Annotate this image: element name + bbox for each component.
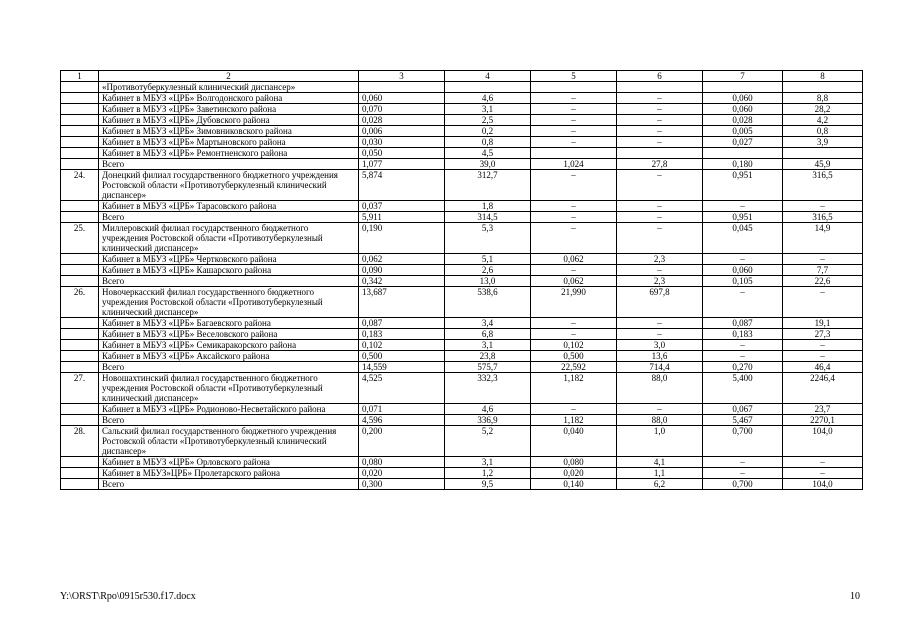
value-cell: – [703,468,783,479]
value-cell: 0,270 [703,362,783,373]
value-cell: 3,1 [445,457,531,468]
row-number-cell [61,276,99,287]
value-cell: 19,1 [783,318,863,329]
table-row [61,212,863,223]
header-cell-8: 8 [783,71,863,82]
value-cell: – [617,201,703,212]
value-cell: – [531,137,617,148]
name-cell: Всего [99,276,359,287]
value-cell [617,148,703,159]
value-cell: 5,874 [359,170,445,201]
name-cell: Сальский филиал государственного бюджетного учреждения Ростовской области «Противотуберкулезный клинический диспансер» [99,426,359,457]
row-number-cell [61,115,99,126]
value-cell [617,82,703,93]
value-cell: 21,990 [531,287,617,318]
value-cell: 0,102 [359,340,445,351]
value-cell: – [617,104,703,115]
value-cell [703,82,783,93]
header-cell-2: 2 [99,71,359,82]
value-cell: 88,0 [617,415,703,426]
value-cell: 714,4 [617,362,703,373]
value-cell: – [617,265,703,276]
value-cell: 0,050 [359,148,445,159]
row-number-cell [61,415,99,426]
name-cell: Кабинет в МБУЗ «ЦРБ» Чертковского района [99,254,359,265]
value-cell: 0,030 [359,137,445,148]
value-cell: 0,080 [531,457,617,468]
table-body [61,82,863,490]
name-cell: Всего [99,212,359,223]
value-cell: 0,060 [359,93,445,104]
value-cell: – [783,468,863,479]
value-cell: – [783,287,863,318]
value-cell: – [617,93,703,104]
value-cell: 5,467 [703,415,783,426]
value-cell: – [783,254,863,265]
value-cell: – [617,126,703,137]
value-cell: 0,062 [359,254,445,265]
value-cell: 6,8 [445,329,531,340]
value-cell: 0,060 [703,104,783,115]
value-cell: – [617,329,703,340]
value-cell: – [531,201,617,212]
value-cell: 3,9 [783,137,863,148]
value-cell [445,82,531,93]
row-number-cell: 28. [61,426,99,457]
row-number-cell [61,329,99,340]
value-cell: 2,3 [617,276,703,287]
name-cell: Кабинет в МБУЗ «ЦРБ» Кашарского района [99,265,359,276]
value-cell [783,82,863,93]
table-row [61,479,863,490]
name-cell: Кабинет в МБУЗ»ЦРБ» Пролетарского района [99,468,359,479]
value-cell: 23,8 [445,351,531,362]
header-cell-4: 4 [445,71,531,82]
value-cell: 4,596 [359,415,445,426]
value-cell: 3,4 [445,318,531,329]
table-row [61,276,863,287]
value-cell: – [783,201,863,212]
value-cell [531,82,617,93]
value-cell: 0,060 [703,265,783,276]
page-number: 10 [850,591,860,602]
name-cell: Донецкий филиал государственного бюджетного учреждения Ростовской области «Противотуберкулезный клинический диспансер» [99,170,359,201]
value-cell: – [617,223,703,254]
value-cell: 316,5 [783,170,863,201]
name-cell: Кабинет в МБУЗ «ЦРБ» Дубовского района [99,115,359,126]
value-cell: 14,559 [359,362,445,373]
value-cell: 0,080 [359,457,445,468]
value-cell: 0,087 [703,318,783,329]
value-cell: 538,6 [445,287,531,318]
value-cell: 104,0 [783,479,863,490]
value-cell: – [783,351,863,362]
table-row [61,404,863,415]
name-cell: Всего [99,362,359,373]
name-cell: Кабинет в МБУЗ «ЦРБ» Орловского района [99,457,359,468]
value-cell: 14,9 [783,223,863,254]
value-cell: 22,6 [783,276,863,287]
value-cell: 0,951 [703,212,783,223]
table-row [61,159,863,170]
value-cell: 336,9 [445,415,531,426]
name-cell: Кабинет в МБУЗ «ЦРБ» Семикаракорского района [99,340,359,351]
value-cell: – [783,457,863,468]
header-cell-6: 6 [617,71,703,82]
value-cell: – [531,318,617,329]
header-row [61,71,863,82]
row-number-cell [61,93,99,104]
row-number-cell [61,468,99,479]
row-number-cell [61,148,99,159]
value-cell [783,148,863,159]
value-cell [531,148,617,159]
table-row [61,468,863,479]
value-cell: – [531,115,617,126]
row-number-cell [61,351,99,362]
value-cell: 45,9 [783,159,863,170]
name-cell: Кабинет в МБУЗ «ЦРБ» Мартыновского района [99,137,359,148]
value-cell: 0,183 [359,329,445,340]
value-cell: – [531,329,617,340]
header-cell-1: 1 [61,71,99,82]
table-row [61,126,863,137]
value-cell: 0,020 [359,468,445,479]
value-cell: 0,037 [359,201,445,212]
value-cell: 0,951 [703,170,783,201]
name-cell: Всего [99,415,359,426]
table-row [61,362,863,373]
name-cell: Кабинет в МБУЗ «ЦРБ» Волгодонского района [99,93,359,104]
value-cell: 697,8 [617,287,703,318]
table-row [61,82,863,93]
value-cell: – [703,201,783,212]
value-cell: 0,2 [445,126,531,137]
value-cell: – [703,351,783,362]
value-cell: 0,060 [703,93,783,104]
row-number-cell [61,265,99,276]
table-row [61,223,863,254]
value-cell: 0,700 [703,426,783,457]
value-cell: 39,0 [445,159,531,170]
value-cell: 2270,1 [783,415,863,426]
table-row [61,104,863,115]
name-cell: «Противотуберкулезный клинический диспансер» [99,82,359,93]
table-row [61,415,863,426]
value-cell: 1,182 [531,373,617,404]
value-cell: 0,300 [359,479,445,490]
value-cell: 0,062 [531,254,617,265]
name-cell: Кабинет в МБУЗ «ЦРБ» Аксайского района [99,351,359,362]
value-cell: 4,1 [617,457,703,468]
value-cell: 22,592 [531,362,617,373]
value-cell: 0,005 [703,126,783,137]
name-cell: Всего [99,479,359,490]
value-cell: 0,183 [703,329,783,340]
table-row [61,318,863,329]
value-cell: 1,182 [531,415,617,426]
value-cell: – [617,170,703,201]
row-number-cell [61,254,99,265]
table-row [61,340,863,351]
row-number-cell: 25. [61,223,99,254]
value-cell: 9,5 [445,479,531,490]
value-cell: – [617,404,703,415]
value-cell: 2,6 [445,265,531,276]
value-cell: 4,525 [359,373,445,404]
value-cell: 5,2 [445,426,531,457]
value-cell: 5,911 [359,212,445,223]
table-row [61,426,863,457]
row-number-cell [61,137,99,148]
value-cell: 4,6 [445,404,531,415]
value-cell [703,148,783,159]
value-cell: 0,500 [359,351,445,362]
value-cell: 0,070 [359,104,445,115]
table-row [61,93,863,104]
value-cell: – [531,223,617,254]
row-number-cell [61,457,99,468]
value-cell: – [703,254,783,265]
value-cell: 3,0 [617,340,703,351]
value-cell: 5,1 [445,254,531,265]
row-number-cell [61,159,99,170]
value-cell: 2246,4 [783,373,863,404]
row-number-cell [61,340,99,351]
table-row [61,351,863,362]
table-row [61,373,863,404]
value-cell: 314,5 [445,212,531,223]
value-cell: 1,077 [359,159,445,170]
value-cell: 1,8 [445,201,531,212]
value-cell: – [703,340,783,351]
value-cell: 1,2 [445,468,531,479]
value-cell: – [531,265,617,276]
value-cell: 0,045 [703,223,783,254]
value-cell: 4,2 [783,115,863,126]
table-row [61,201,863,212]
name-cell: Кабинет в МБУЗ «ЦРБ» Багаевского района [99,318,359,329]
value-cell: 0,028 [359,115,445,126]
header-cell-7: 7 [703,71,783,82]
value-cell: – [531,104,617,115]
value-cell: 0,027 [703,137,783,148]
value-cell: 5,400 [703,373,783,404]
table-row [61,329,863,340]
value-cell: 13,687 [359,287,445,318]
header-cell-3: 3 [359,71,445,82]
row-number-cell [61,479,99,490]
value-cell: 0,140 [531,479,617,490]
value-cell: 1,024 [531,159,617,170]
value-cell: 0,700 [703,479,783,490]
value-cell: 88,0 [617,373,703,404]
row-number-cell [61,212,99,223]
value-cell: – [617,318,703,329]
value-cell: 2,5 [445,115,531,126]
value-cell: 13,6 [617,351,703,362]
value-cell: 0,062 [531,276,617,287]
row-number-cell: 24. [61,170,99,201]
value-cell: – [617,137,703,148]
value-cell: 3,1 [445,104,531,115]
table-row [61,254,863,265]
value-cell: 27,8 [617,159,703,170]
value-cell: 2,3 [617,254,703,265]
row-number-cell: 26. [61,287,99,318]
value-cell: 0,8 [445,137,531,148]
value-cell: 27,3 [783,329,863,340]
value-cell: 0,200 [359,426,445,457]
value-cell: 0,006 [359,126,445,137]
value-cell: 332,3 [445,373,531,404]
value-cell: 0,500 [531,351,617,362]
value-cell: – [783,340,863,351]
value-cell: 1,0 [617,426,703,457]
value-cell: 0,102 [531,340,617,351]
value-cell: 312,7 [445,170,531,201]
value-cell: – [531,404,617,415]
value-cell: 316,5 [783,212,863,223]
name-cell: Миллеровский филиал государственного бюджетного учреждения Ростовской области «Противотуберкулезный клинический диспансер» [99,223,359,254]
value-cell: 0,087 [359,318,445,329]
value-cell: – [531,212,617,223]
value-cell [359,82,445,93]
value-cell: 4,5 [445,148,531,159]
value-cell: 0,067 [703,404,783,415]
value-cell: – [531,93,617,104]
value-cell: – [617,212,703,223]
value-cell: 3,1 [445,340,531,351]
value-cell: – [531,170,617,201]
name-cell: Кабинет в МБУЗ «ЦРБ» Ремонтненского района [99,148,359,159]
value-cell: 46,4 [783,362,863,373]
table-row [61,287,863,318]
value-cell: 0,071 [359,404,445,415]
table-row [61,148,863,159]
value-cell: 0,342 [359,276,445,287]
name-cell: Кабинет в МБУЗ «ЦРБ» Веселовского района [99,329,359,340]
table-row [61,170,863,201]
row-number-cell [61,201,99,212]
data-table [60,70,863,490]
row-number-cell [61,82,99,93]
value-cell: 4,6 [445,93,531,104]
value-cell: 0,040 [531,426,617,457]
value-cell: 0,090 [359,265,445,276]
row-number-cell [61,404,99,415]
value-cell: 6,2 [617,479,703,490]
value-cell: – [531,126,617,137]
row-number-cell [61,126,99,137]
table-row [61,457,863,468]
value-cell: 8,8 [783,93,863,104]
value-cell: 0,190 [359,223,445,254]
value-cell: 0,028 [703,115,783,126]
value-cell: 13,0 [445,276,531,287]
file-path: Y:\ORST\Rpo\0915r530.f17.docx [60,591,196,602]
value-cell: 0,020 [531,468,617,479]
value-cell: – [617,115,703,126]
value-cell: 28,2 [783,104,863,115]
value-cell: 575,7 [445,362,531,373]
value-cell: 0,8 [783,126,863,137]
row-number-cell [61,318,99,329]
table-row [61,137,863,148]
header-cell-5: 5 [531,71,617,82]
value-cell: 5,3 [445,223,531,254]
table-row [61,115,863,126]
value-cell: – [703,457,783,468]
value-cell: 1,1 [617,468,703,479]
name-cell: Кабинет в МБУЗ «ЦРБ» Зимовниковского района [99,126,359,137]
name-cell: Всего [99,159,359,170]
value-cell: – [703,287,783,318]
value-cell: 23,7 [783,404,863,415]
value-cell: 0,105 [703,276,783,287]
name-cell: Кабинет в МБУЗ «ЦРБ» Родионово-Несветайского района [99,404,359,415]
row-number-cell [61,362,99,373]
value-cell: 104,0 [783,426,863,457]
table-row [61,265,863,276]
name-cell: Кабинет в МБУЗ «ЦРБ» Заветинского района [99,104,359,115]
name-cell: Кабинет в МБУЗ «ЦРБ» Тарасовского района [99,201,359,212]
value-cell: 0,180 [703,159,783,170]
row-number-cell: 27. [61,373,99,404]
name-cell: Новочеркасский филиал государственного бюджетного учреждения Ростовской области «Противотуберкулезный клинический диспансер» [99,287,359,318]
row-number-cell [61,104,99,115]
name-cell: Новошахтинский филиал государственного бюджетного учреждения Ростовской области «Противотуберкулезный клинический диспансер» [99,373,359,404]
value-cell: 7,7 [783,265,863,276]
